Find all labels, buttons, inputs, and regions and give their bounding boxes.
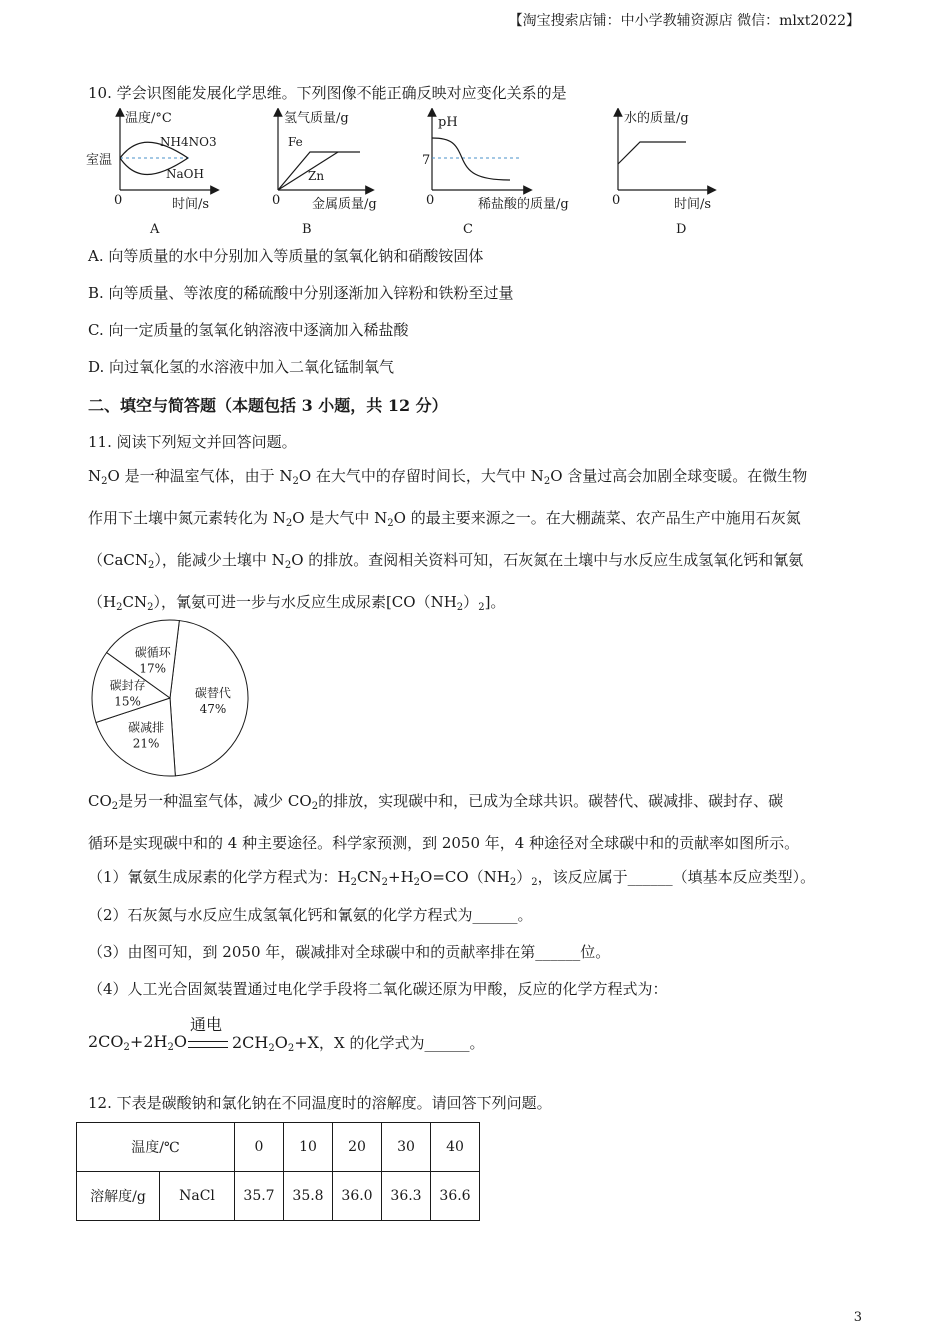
table-row: 溶解度/g NaCl 35.7 35.8 36.0 36.3 36.6 — [77, 1172, 480, 1221]
q10-option-b: B. 向等质量、等浓度的稀硫酸中分别逐渐加入锌粉和铁粉至过量 — [88, 284, 514, 302]
graph-a-xlabel: 时间/s — [172, 197, 210, 212]
graph-b-letter: B — [302, 222, 312, 237]
q12-stem: 12. 下表是碳酸钠和氯化钠在不同温度时的溶解度。请回答下列问题。 — [88, 1094, 552, 1112]
q10-option-c: C. 向一定质量的氢氧化钠溶液中逐滴加入稀盐酸 — [88, 321, 409, 339]
graph-b-fe-label: Fe — [288, 135, 303, 149]
q10-stem: 10. 学会识图能发展化学思维。下列图像不能正确反映对应变化关系的是 — [88, 84, 567, 102]
graph-b-ylabel: 氢气质量/g — [284, 111, 349, 126]
eq-condition: 通电 — [190, 1015, 223, 1034]
q11-sub4: （4）人工光合固氮装置通过电化学手段将二氧化碳还原为甲酸，反应的化学方程式为： — [88, 980, 668, 998]
q11-paragraph-1: $N_2O$ 是一种温室气体，由于 $N_2O$ 在大气中的存留时间长，大气中 $N_2O$ 含量过高会加剧全球变暖。在微生物 作用下土壤中氮元素转化为 $N_2O$ 是大气中 $N_2O$ 的最主要来源之一。在大棚蔬菜、农产品生产中施用石灰氮 （CaCN$_2$），能减少土壤中 $N_2O$ 的排放。查阅相关资料可知，石灰氮在土壤中与水反应生成氢氧化钙和氰氨 $(H_2CN_2)$，氰氨可进一步与水反应生成尿素$[CO(NH_2)_2]$。 — [88, 467, 808, 613]
pie-category-label: 碳封存 — [109, 678, 146, 693]
graph-d — [612, 110, 712, 237]
graph-d-ylabel: 水的质量/g — [624, 111, 689, 126]
solubility-header: 溶解度/g — [77, 1172, 160, 1221]
q11-sub3: （3）由图可知，到 2050 年，碳减排对全球碳中和的贡献率排在第______位。 — [88, 943, 611, 961]
graph-b-zn-label: Zn — [308, 169, 325, 183]
pie-value-label: 21% — [132, 736, 160, 751]
page-number: 3 — [853, 1310, 862, 1325]
graph-d-letter: D — [676, 222, 687, 237]
graph-d-origin: 0 — [612, 193, 621, 208]
graph-c-origin: 0 — [426, 193, 435, 208]
graph-b — [272, 111, 377, 237]
page-header: 【淘宝搜索店铺：中小学教辅资源店 微信：mlxt2022】 — [508, 13, 860, 29]
pie-value-label: 15% — [114, 694, 141, 709]
pie-chart — [86, 616, 256, 778]
q11-sub2: （2）石灰氮与水反应生成氢氧化钙和氰氨的化学方程式为______。 — [88, 906, 533, 924]
table-row: 温度/℃ 0 10 20 30 40 — [77, 1123, 480, 1172]
graph-b-origin: 0 — [272, 193, 281, 208]
graph-c — [422, 112, 569, 237]
graph-a-room-label: 室温 — [86, 153, 113, 168]
graph-c-curve — [432, 138, 510, 180]
graph-c-seven: 7 — [422, 153, 431, 168]
pie-category-label: 碳减排 — [128, 720, 165, 735]
graph-c-xlabel: 稀盐酸的质量/g — [478, 197, 569, 212]
section-2-title: 二、填空与简答题（本题包括 3 小题，共 12 分） — [88, 396, 448, 415]
pie-value-label: 17% — [139, 661, 167, 676]
q10-graphs — [80, 108, 740, 240]
substance-cell: NaCl — [160, 1172, 235, 1221]
graph-a-naoh: NaOH — [166, 167, 204, 181]
q11-stem: 11. 阅读下列短文并回答问题。 — [88, 433, 297, 451]
graph-a-ylabel: 温度/°C — [125, 111, 172, 126]
q11-sub1: （1）氰氨生成尿素的化学方程式为：$H_2CN_2+H_2O=CO(NH_2)_2$，该反应属于______（填基本反应类型）。 — [88, 868, 816, 888]
graph-d-xlabel: 时间/s — [674, 197, 712, 212]
solubility-table — [76, 1122, 480, 1221]
pie-value-label: 47% — [199, 702, 227, 717]
q11-paragraph-2: $CO_2$是另一种温室气体，减少 $CO_2$的排放，实现碳中和，已成为全球共识。碳替代、碳减排、碳封存、碳 循环是实现碳中和的 4 种主要途径。科学家预测，到 2050 年，4 种途径对全球碳中和的贡献率如图所示。 — [88, 792, 800, 852]
pie-category-label: 碳循环 — [134, 645, 171, 660]
graph-c-ylabel: pH — [438, 115, 458, 130]
graph-a-origin: 0 — [114, 193, 123, 208]
graph-c-letter: C — [463, 222, 473, 237]
graph-a-nh4no3: NH4NO3 — [160, 135, 217, 149]
eq-double-line — [188, 1041, 228, 1048]
temp-header: 温度/℃ — [77, 1123, 235, 1172]
graph-b-xlabel: 金属质量/g — [312, 197, 377, 212]
q10-option-d: D. 向过氧化氢的水溶液中加入二氧化锰制氧气 — [88, 358, 395, 376]
graph-a — [86, 110, 217, 237]
q10-option-a: A. 向等质量的水中分别加入等质量的氢氧化钠和硝酸铵固体 — [88, 247, 484, 265]
graph-d-line — [618, 142, 686, 164]
graph-a-letter: A — [150, 222, 160, 237]
pie-category-label: 碳替代 — [194, 686, 231, 701]
